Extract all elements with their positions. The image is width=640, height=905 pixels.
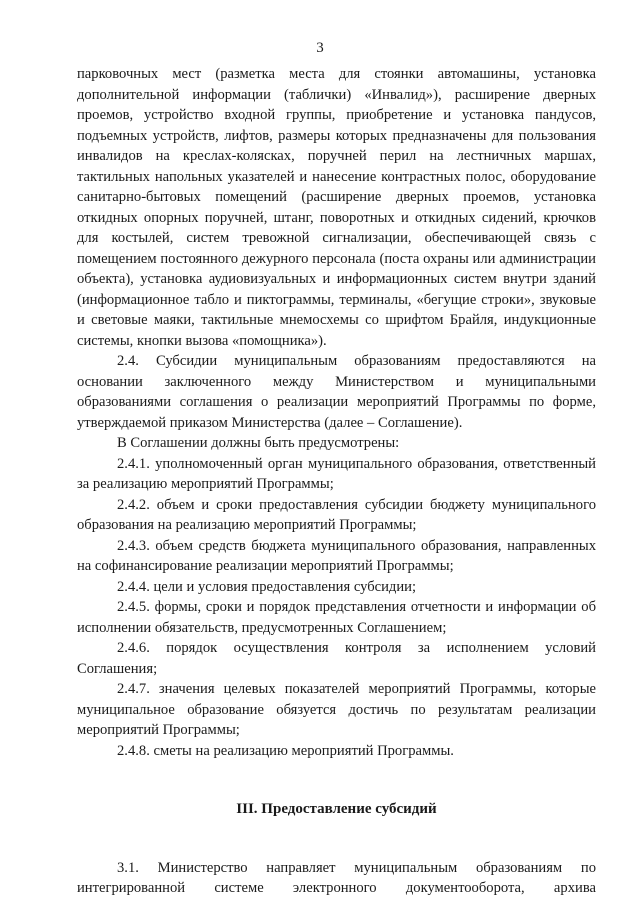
paragraph-accessibility-measures: парковочных мест (разметка места для стоянки автомашины, установка дополнительной информации (таблички) «Инвалид»), расширение дверных проемов, устройство входной группы, приобретение и установка пандусов, подъемных устройств, лифтов, размеры которых предназначены для пользования инвалидов на креслах-колясках, поручней перил на лестничных маршах, тактильных напольных указателей и нанесение контрастных полос, оборудование санитарно-бытовых помещений (расширение дверных проемов, установка откидных опорных поручней, штанг, поворотных и откидных сидений, крючков для костылей, систем тревожной сигнализации, обеспечивающей связь с помещением постоянного дежурного персонала (поста охраны или администрации объекта), установка аудиовизуальных и информационных систем внутри зданий (информационное табло и пиктограммы, терминалы, «бегущие строки», звуковые и световые маяки, тактильные мнемосхемы со шрифтом Брайля, индукционные системы, кнопки вызова «помощника»). [77, 66, 596, 349]
section-heading: III. Предоставление субсидий [236, 801, 437, 817]
paragraph-2-4-6: 2.4.6. порядок осуществления контроля за исполнением условий Соглашения; [77, 640, 596, 677]
paragraph-3-1: 3.1. Министерство направляет муниципальным образованиям по интегрированной системе электронного документооборота, архива [77, 859, 596, 896]
paragraph-2-4-2: 2.4.2. объем и сроки предоставления субсидии бюджету муниципального образования на реализацию мероприятий Программы; [77, 496, 596, 533]
paragraph-2-4: 2.4. Субсидии муниципальным образованиям предоставляются на основании заключенного между Министерством и муниципальными образованиями соглашения о реализации мероприятий Программы по форме, утверждаемой приказом Министерства (далее – Соглашение). [77, 353, 596, 431]
paragraph-agreement-intro: В Соглашении должны быть предусмотрены: [117, 435, 400, 451]
paragraph-2-4-1: 2.4.1. уполномоченный орган муниципального образования, ответственный за реализацию мероприятий Программы; [77, 455, 596, 492]
page-number: 3 [316, 40, 324, 56]
document-body [77, 64, 596, 899]
paragraph-2-4-4: 2.4.4. цели и условия предоставления субсидии; [117, 578, 417, 595]
paragraph-2-4-5: 2.4.5. формы, сроки и порядок представления отчетности и информации об исполнении обязательств, предусмотренных Соглашением; [77, 599, 596, 636]
paragraph-2-4-8: 2.4.8. сметы на реализацию мероприятий Программы. [117, 742, 454, 759]
paragraph-2-4-7: 2.4.7. значения целевых показателей мероприятий Программы, которые муниципальное образование обязуется достичь по результатам реализации мероприятий Программы; [77, 681, 596, 738]
paragraph-2-4-3: 2.4.3. объем средств бюджета муниципального образования, направленных на софинансирование реализации мероприятий Программы; [77, 537, 596, 574]
